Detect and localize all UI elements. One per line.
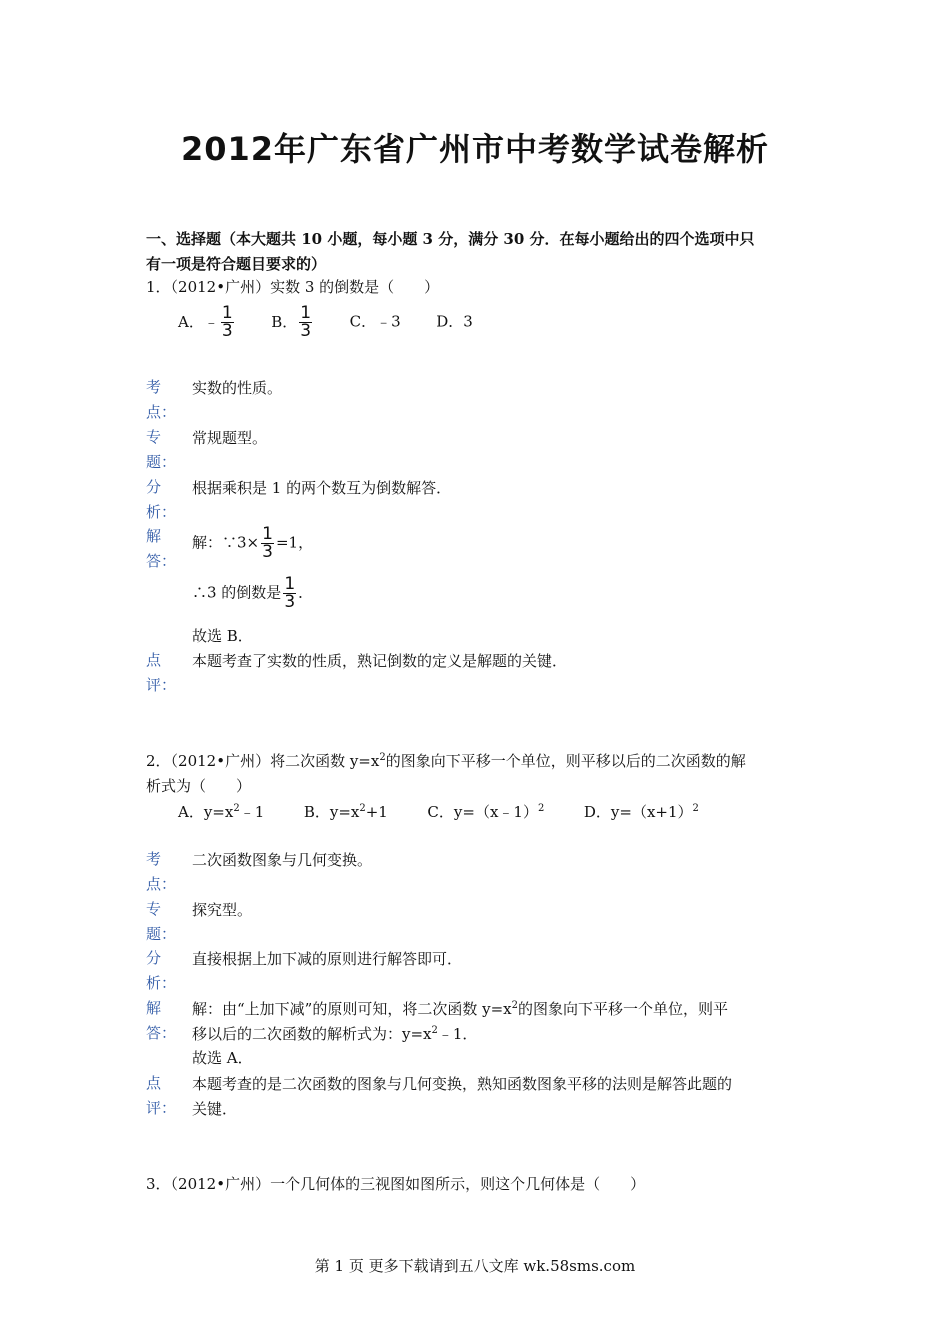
section-heading-line2: 有一项是符合题目要求的）	[146, 255, 327, 273]
label-fenxi: 分 析：	[146, 949, 177, 992]
q2-jieda-line2: 移以后的二次函数的解析式为：$y=x^2﹣1$．	[192, 1025, 478, 1043]
q1-stem: 1．（2012•广州）实数 3 的倒数是（ ）	[146, 278, 440, 296]
fraction: $\frac{1}{3}$	[262, 524, 273, 562]
section-heading-line1: 一、选择题（本大题共 10 小题，每小题 3 分，满分 30 分．在每小题给出的四个选项中只	[146, 230, 755, 248]
label-zhuanti: 专 题：	[146, 428, 177, 471]
q1-zhuanti: 常规题型。	[192, 429, 268, 447]
q2-option-a: A．$y=x^2﹣1$	[178, 803, 265, 821]
label-zhuanti: 专 题：	[146, 900, 177, 943]
label-kaodian: 考 点：	[146, 378, 177, 421]
q3-stem: 3．（2012•广州）一个几何体的三视图如图所示，则这个几何体是（ ）	[146, 1175, 646, 1193]
q2-dianping-line2: 关键．	[192, 1100, 238, 1118]
q2-stem-line2: 析式为（ ）	[146, 777, 252, 795]
q1-fenxi: 根据乘积是 1 的两个数互为倒数解答．	[192, 479, 452, 497]
label-dianping: 点 评：	[146, 1074, 177, 1117]
fraction: $\frac{1}{3}$	[284, 574, 296, 612]
q1-options	[178, 305, 473, 340]
q2-fenxi: 直接根据上加下减的原则进行解答即可．	[192, 950, 463, 968]
q2-dianping-line1: 本题考查的是二次函数的图象与几何变换，熟知函数图象平移的法则是解答此题的	[192, 1075, 733, 1093]
label-dianping: 点 评：	[146, 651, 177, 694]
q1-kaodian: 实数的性质。	[192, 379, 283, 397]
q1-option-a: A．﹣ $\frac{1}{3}$	[178, 303, 233, 341]
page-title: 2012年广东省广州市中考数学试卷解析	[180, 130, 770, 168]
fraction: $\frac{1}{3}$	[221, 303, 233, 341]
q2-jieda-line1: 解：由“上加下减”的原则可知，将二次函数 $y=x^2$的图象向下平移一个单位，则平	[192, 1000, 728, 1018]
label-fenxi: 分 析：	[146, 478, 177, 521]
q2-options	[178, 801, 699, 822]
q1-option-b: B． $\frac{1}{3}$	[271, 303, 312, 341]
q2-jieda-line3: 故选 A．	[192, 1049, 253, 1067]
q1-jieda-line2: ∴3 的倒数是 $\frac{1}{3}$ ．	[192, 574, 314, 612]
q1-option-c: C．﹣3	[349, 312, 401, 331]
q2-option-d: D．$y=(x+1)^2$	[583, 803, 699, 821]
page-footer: 第 1 页 更多下载请到五八文库 wk.58sms.com	[314, 1257, 636, 1275]
q1-option-d: D．3	[436, 312, 473, 331]
q1-jieda-line1: 解：∵3× $\frac{1}{3}$ =1，	[192, 524, 314, 562]
label-kaodian: 考 点：	[146, 850, 177, 893]
q1-jieda-line3: 故选 B．	[192, 627, 253, 645]
q2-stem-line1: 2．（2012•广州）将二次函数 $y=x^2$的图象向下平移一个单位，则平移以后的二次函数的解	[146, 752, 746, 770]
q1-dianping: 本题考查了实数的性质，熟记倒数的定义是解题的关键．	[192, 652, 568, 670]
label-jieda: 解 答：	[146, 527, 177, 570]
fraction: $\frac{1}{3}$	[300, 303, 312, 341]
q2-zhuanti: 探究型。	[192, 901, 253, 919]
label-jieda: 解 答：	[146, 999, 177, 1042]
q2-option-b: B．$y=x^2+1$	[303, 803, 388, 821]
q2-option-c: C．y=（x﹣1）$^2$	[427, 803, 545, 821]
q2-kaodian: 二次函数图象与几何变换。	[192, 851, 373, 869]
